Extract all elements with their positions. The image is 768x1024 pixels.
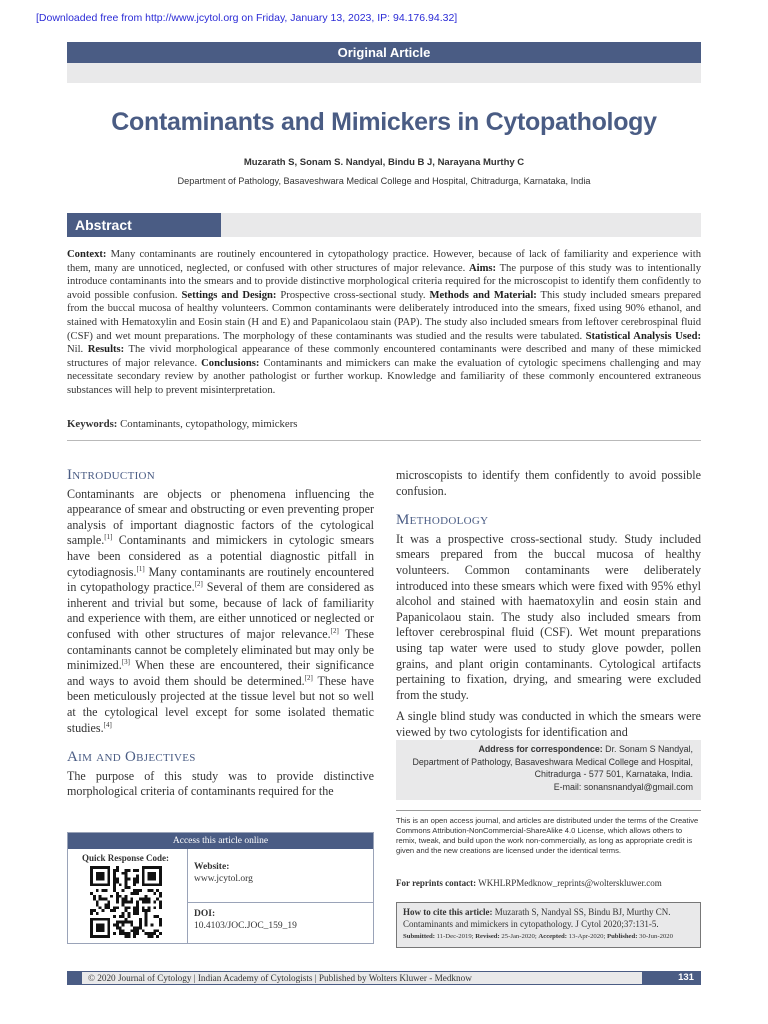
- settings-label: Settings and Design:: [181, 289, 277, 301]
- banner-underlay: [67, 63, 701, 83]
- access-box-heading: Access this article online: [68, 833, 373, 849]
- introduction-heading: Introduction: [67, 467, 156, 483]
- abstract-body: [67, 248, 701, 398]
- intro-sentence: When these are encountered, their significance and ways to avoid them should be determined.: [67, 658, 374, 688]
- page-number: 131: [678, 972, 694, 983]
- citation-label: How to cite this article:: [403, 907, 493, 917]
- revised-date: 25-Jan-2020;: [499, 933, 539, 940]
- submitted-date: 11-Dec-2019;: [434, 933, 476, 940]
- results-label: Results:: [87, 344, 125, 356]
- intro-sentence: Contaminants and mimickers in cytologic smears have been considered as a potential diagnostic pitfall in cytodiagnosis.: [67, 533, 374, 579]
- methods-text: This study included smears prepared from the buccal mucosa of healthy volunteers. Common contaminants were deliberately introduced into the smears, fixed using 90% ethanol, and stained with Hematoxylin and Eosin stain (H and E) and Papanicolaou stain (PAP). The study also included smears from leftover cerebrospinal fluid (CSF) and wet mount preparations. The morphology of these contaminants was studied and the results were tabulated.: [67, 289, 701, 342]
- download-notice: [Downloaded free from http://www.jcytol.org on Friday, January 13, 2023, IP: 94.176.94.32]: [36, 12, 458, 24]
- intro-sentence: Many contaminants are routinely encountered in cytopathology practice.: [67, 564, 374, 595]
- license-divider: [396, 810, 701, 811]
- citation-text: Muzarath S, Nandyal SS, Bindu BJ, Murthy CN. Contaminants and mimickers in cytopathology. J Cytol 2020;37:131-5.: [403, 907, 671, 929]
- conclusions-label: Conclusions:: [201, 357, 260, 369]
- results-text: The vivid morphological appearance of these commonly encountered contaminants were described and many of these mimicked structures of major relevance.: [67, 344, 701, 369]
- citation-ref[interactable]: [3]: [121, 658, 130, 667]
- correspondence-name: Dr. Sonam S Nandyal,: [602, 744, 693, 754]
- accepted-date: 13-Apr-2020;: [567, 933, 607, 940]
- context-label: Context:: [67, 249, 107, 260]
- correspondence-line: Chitradurga - 577 501, Karnataka, India.: [534, 769, 693, 779]
- doi-link[interactable]: 10.4103/JOC.JOC_159_19: [194, 921, 297, 931]
- published-date: 30-Jun-2020: [637, 933, 673, 940]
- methodology-paragraph-1: It was a prospective cross-sectional study. Study included smears prepared from the buccal mucosa of healthy volunteers. Common contaminants were deliberately introduced into these smears which were fixed with 95% ethyl alcohol and stained with haematoxylin and eosin stain and Papanicolaou stain. The study also included smears from leftover cerebrospinal fluid (CSF). Wet mount preparations using tap water were used to study glove powder, pollen grains, and plant origin contaminants. Cytological artifacts pertaining to fixation, drying, and smearing were excluded from the study.: [396, 531, 701, 702]
- intro-sentence: These contaminants cannot be completely eliminated but may only be minimized.: [67, 626, 375, 673]
- website-link[interactable]: www.jcytol.org: [194, 874, 253, 884]
- correspondence-email[interactable]: E-mail: sonansnandyal@gmail.com: [553, 781, 693, 792]
- correspondence-box: [396, 740, 701, 800]
- correspondence-name-line: [396, 743, 693, 756]
- reprints-email[interactable]: WKHLRPMedknow_reprints@wolterskluwer.com: [476, 878, 662, 888]
- article-dates: [403, 932, 694, 942]
- right-column: [396, 468, 701, 747]
- citation-ref[interactable]: [2]: [330, 626, 339, 635]
- aim-paragraph: The purpose of this study was to provide distinctive morphological criteria of contaminants required for the: [67, 768, 374, 799]
- left-column: [67, 468, 374, 806]
- author-list: Muzarath S, Sonam S. Nandyal, Bindu B J, Narayana Murthy C: [243, 157, 525, 168]
- citation-ref[interactable]: [2]: [304, 673, 313, 682]
- article-title: Contaminants and Mimickers in Cytopathology: [111, 108, 657, 136]
- methodology-paragraph-2: A single blind study was conducted in which the smears were viewed by two cytologists for identification and: [396, 709, 701, 739]
- intro-sentence: Contaminants are objects or phenomena influencing the appearance of smear and obstructing or even preventing proper analysis of important diagnostic factors of the cytological sample.: [67, 486, 374, 548]
- published-label: Published:: [606, 933, 638, 940]
- keywords: [67, 418, 701, 430]
- continued-paragraph: microscopists to identify them confidently to avoid possible confusion.: [396, 468, 701, 498]
- aims-label: Aims:: [468, 262, 497, 274]
- license-text: This is an open access journal, and articles are distributed under the terms of the Creative Commons Attribution-NonCommercial-ShareAlike 4.0 License, which allows others to remix, tweak, and build upon the work non-commercially, as long as appropriate credit is given and the new creations are licensed under the identical terms.: [396, 816, 699, 855]
- conclusions-text: Contaminants and mimickers can make the evaluation of cytologic specimens challenging and may necessitate secondary review by another pathologist or further workup. Knowledge and familiarity of these commonly encountered extraneous substances will help to prevent misinterpretation.: [67, 357, 701, 396]
- qr-code-label: Quick Response Code:: [82, 853, 170, 863]
- submitted-label: Submitted:: [403, 933, 435, 940]
- aim-heading: Aim and Objectives: [67, 749, 196, 766]
- intro-sentence: Several of them are considered as inherent and trivial but some, because of lack of familiarity and experience with them, are either unnoticed or neglected or confused with other structures of major relevance.: [67, 580, 374, 641]
- affiliation: Department of Pathology, Basaveshwara Medical College and Hospital, Chitradurga, Karnataka, India: [177, 176, 591, 186]
- qr-code-icon[interactable]: [90, 866, 162, 938]
- citation-ref[interactable]: [1]: [104, 533, 113, 542]
- doi-label: DOI:: [194, 909, 216, 919]
- intro-sentence: These have been meticulously projected at the tissue level but not so well at the cytological level except for some isolated thematic studies.: [67, 673, 374, 735]
- introduction-paragraph: [67, 487, 374, 737]
- article-type-banner: Original Article: [67, 42, 701, 63]
- footer-text: © 2020 Journal of Cytology | Indian Academy of Cytologists | Published by Wolters Kluwer - Medknow: [82, 972, 642, 984]
- access-box-divider: [187, 849, 188, 944]
- context-text: Many contaminants are routinely encountered in cytopathology practice. However, because of lack of familiarity and experience with them, many are unnoticed, neglected, or confused with other structures of major relevance.: [67, 249, 701, 274]
- stats-label: Statistical Analysis Used:: [585, 330, 701, 342]
- reprints-label: For reprints contact:: [396, 878, 477, 888]
- abstract-divider: [67, 440, 701, 441]
- abstract-heading-bar: [221, 213, 701, 237]
- aims-text: The purpose of this study was to intentionally introduce contaminants into the smears and to provide distinctive morphological criteria required for the microscopist to identify them confidently to avoid possible confusion.: [67, 262, 701, 301]
- settings-text: Prospective cross-sectional study.: [276, 289, 430, 301]
- citation-line: [403, 907, 694, 930]
- citation-ref[interactable]: [2]: [194, 580, 203, 589]
- keywords-label: Keywords:: [67, 418, 118, 430]
- citation-ref[interactable]: [4]: [103, 720, 112, 729]
- reprints-contact: [396, 878, 701, 888]
- abstract-heading: Abstract: [67, 213, 221, 237]
- access-box-divider: [187, 902, 373, 903]
- keywords-text: Contaminants, cytopathology, mimickers: [117, 418, 298, 430]
- methods-label: Methods and Material:: [429, 289, 537, 301]
- correspondence-line: Department of Pathology, Basaveshwara Medical College and Hospital,: [412, 756, 693, 767]
- citation-ref[interactable]: [1]: [136, 564, 145, 573]
- citation-box: [396, 902, 701, 948]
- revised-label: Revised:: [475, 933, 500, 940]
- correspondence-label: Address for correspondence:: [478, 744, 603, 754]
- stats-text: Nil.: [67, 344, 88, 356]
- website-label: Website:: [194, 862, 230, 872]
- methodology-heading: Methodology: [396, 512, 489, 529]
- accepted-label: Accepted:: [538, 933, 567, 940]
